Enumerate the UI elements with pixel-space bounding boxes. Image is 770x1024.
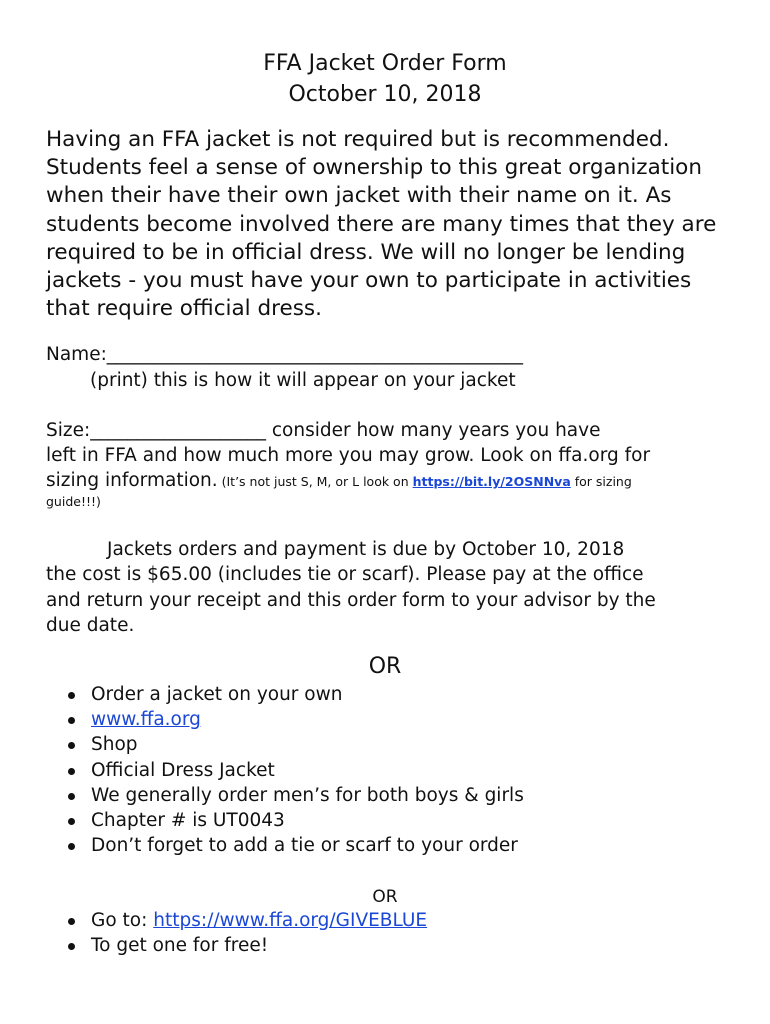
payment-line-2: the cost is $65.00 (includes tie or scarf). Please pay at the office (46, 564, 644, 585)
list-item: We generally order men’s for both boys & girls (66, 783, 524, 808)
sizing-guide-link[interactable]: https://bit.ly/2OSNNva (412, 474, 571, 489)
list-item: Shop (66, 732, 524, 757)
online-order-list (66, 682, 524, 858)
form-date: October 10, 2018 (288, 82, 482, 107)
list-item: Official Dress Jacket (66, 758, 524, 783)
size-advice-text: consider how many years you have (265, 420, 601, 441)
list-item: Chapter # is UT0043 (66, 808, 524, 833)
payment-line-1: Jackets orders and payment is due by October 10, 2018 (107, 539, 625, 560)
size-field-line-1 (46, 419, 600, 443)
name-field-hint: (print) this is how it will appear on your jacket (90, 370, 516, 391)
ffa-website-link[interactable]: www.ffa.org (91, 709, 201, 731)
goto-label: Go to: (91, 910, 154, 931)
or-separator-small: OR (372, 887, 398, 907)
list-item: Order a jacket on your own (66, 682, 524, 707)
size-advice-line-2: left in FFA and how much more you may grow. Look on ffa.org for (46, 445, 651, 466)
sizing-note-text: (It’s not just S, M, or L look on (217, 474, 413, 489)
giveblue-list (66, 908, 427, 958)
list-item (66, 707, 524, 732)
giveblue-link[interactable]: https://www.ffa.org/GIVEBLUE (153, 910, 428, 931)
intro-paragraph: Having an FFA jacket is not required but is recommended. Students feel a sense of ownership to this great organization when their have their own jacket with their name on it. As students become involved there are many times that they are required to be in official dress. We will no longer be lending jackets - you must have your own to participate in activities that require official dress. (46, 127, 717, 322)
size-advice-line-3 (46, 469, 632, 494)
list-item: To get one for free! (66, 933, 427, 958)
sizing-information-text: sizing information. (46, 470, 218, 491)
payment-line-3: and return your receipt and this order form to your advisor by the (46, 590, 656, 611)
name-field-label: Name:_____________________________________________ (46, 344, 524, 365)
form-title: FFA Jacket Order Form (263, 51, 507, 76)
sizing-note-continued: guide!!!) (46, 494, 101, 509)
or-separator: OR (368, 654, 402, 679)
list-item (66, 908, 427, 933)
sizing-note-end: for sizing (570, 474, 632, 489)
payment-line-4: due date. (46, 615, 135, 636)
size-field-label: Size:___________________ (46, 420, 266, 441)
list-item: Don’t forget to add a tie or scarf to your order (66, 833, 524, 858)
